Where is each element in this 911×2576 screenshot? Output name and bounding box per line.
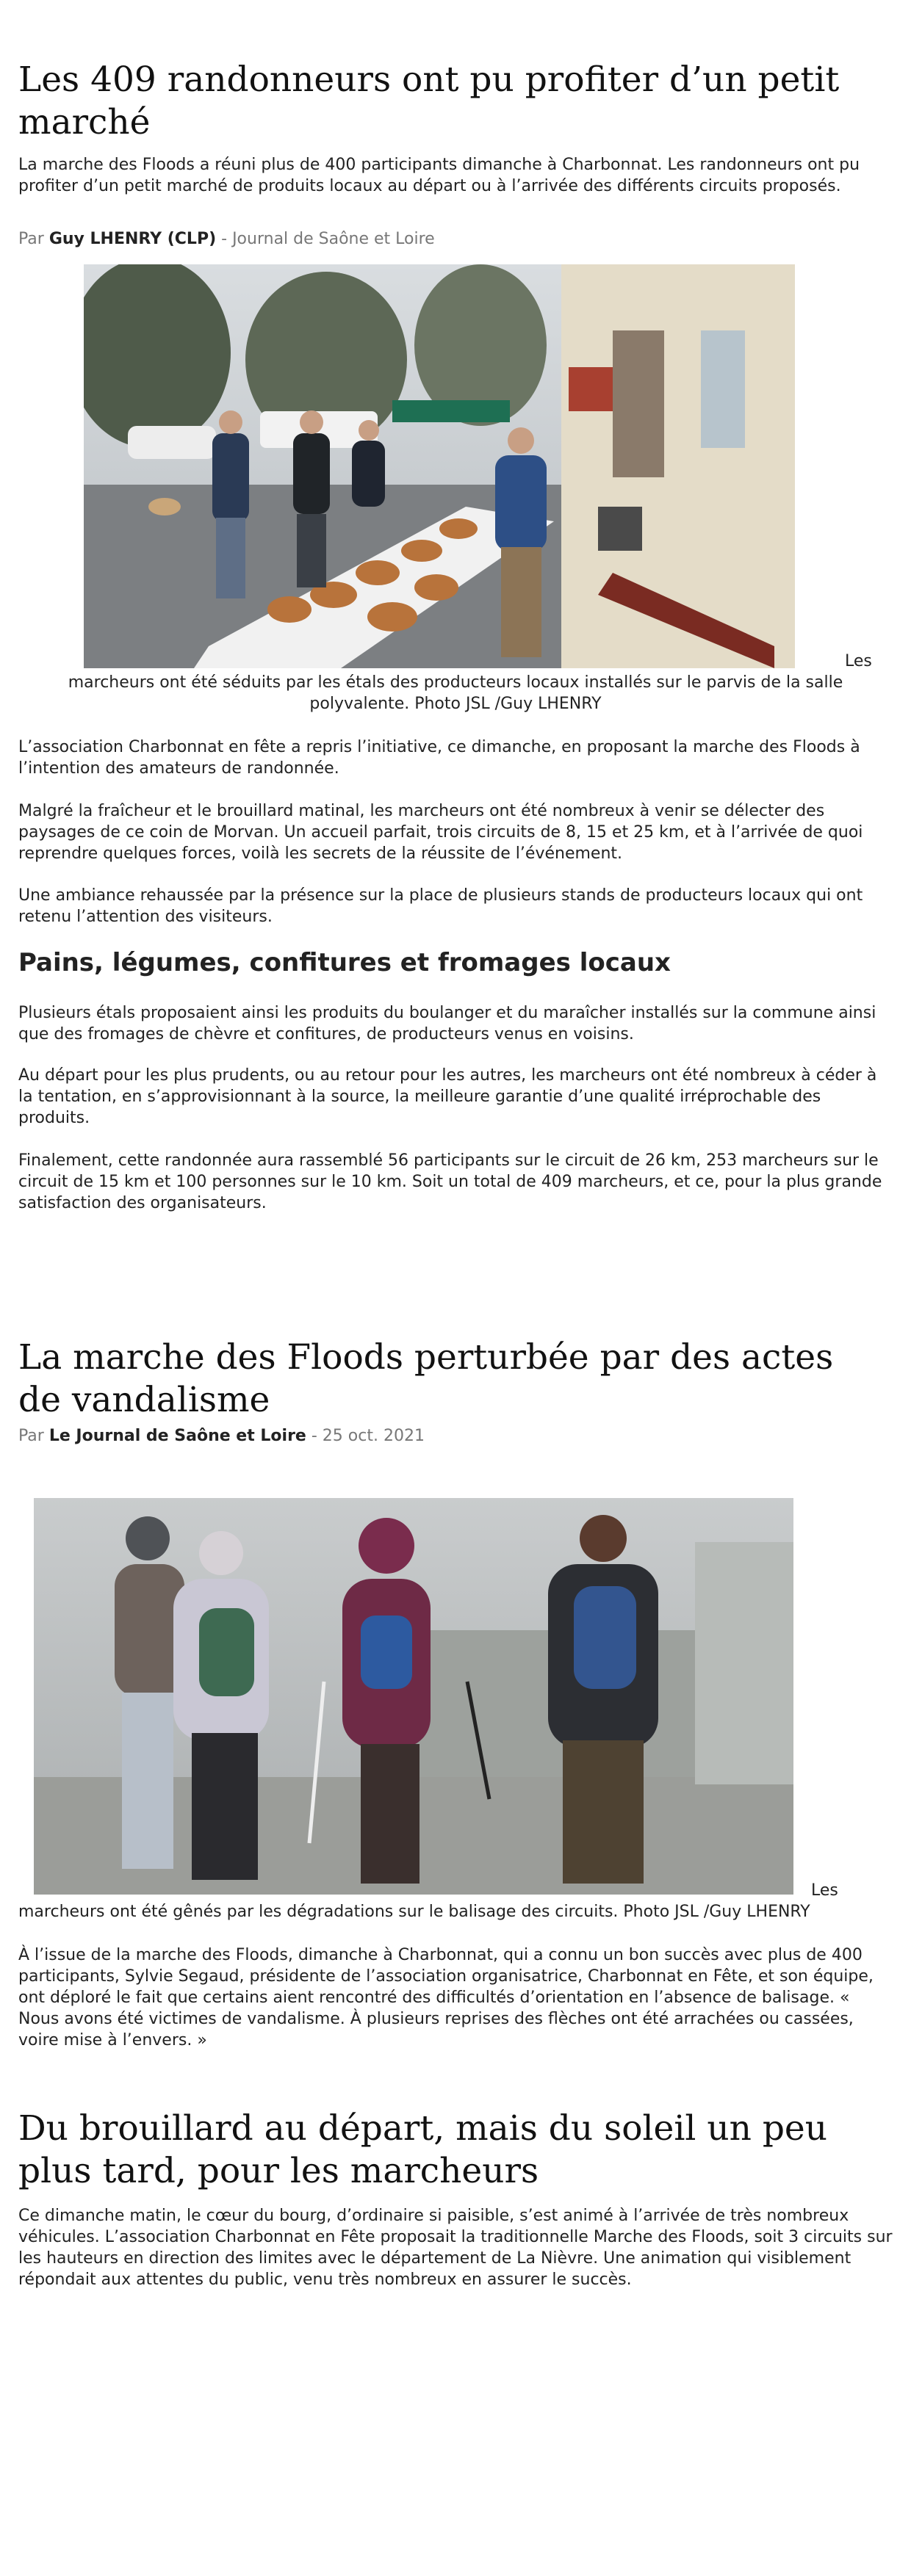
article2-photo-walkers xyxy=(34,1498,793,1895)
article1-caption-line2: marcheurs ont été séduits par les étals des producteurs locaux installés sur le parvis de la salle xyxy=(68,673,843,692)
article1-lede: La marche des Floods a réuni plus de 400 participants dimanche à Charbonnat. Les randonneurs ont pu profiter d’un petit marché de produits locaux au départ ou à l’arrivée des différents circuits proposés. xyxy=(18,156,860,195)
article1-source: - Journal de Saône et Loire xyxy=(221,230,435,248)
article2-title: La marche des Floods perturbée par des actes de vandalisme xyxy=(18,1337,834,1420)
article2-caption-start: Les xyxy=(811,1881,838,1900)
article2-paragraph-1: À l’issue de la marche des Floods, dimanche à Charbonnat, qui a connu un bon succès avec plus de 400 participants, Sylvie Segaud, présidente de l’association organisatrice, Charbonnat en Fête, et son équipe, ont déploré le fait que certains aient rencontré des difficultés d’orientation en l’absence de balisage. « Nous avons été victimes de vandalisme. À plusieurs reprises des flèches ont été arrachées ou cassées, voire mise à l’envers. » xyxy=(18,1946,874,2049)
article1-caption-start: Les xyxy=(845,652,872,670)
article1-subheading: Pains, légumes, confitures et fromages locaux xyxy=(18,948,671,977)
article1-title: Les 409 randonneurs ont pu profiter d’un petit marché xyxy=(18,59,840,142)
article1-paragraph-1: L’association Charbonnat en fête a repris l’initiative, ce dimanche, en proposant la marche des Floods à l’intention des amateurs de randonnée. xyxy=(18,738,860,778)
article2-byline xyxy=(18,1427,425,1445)
byline-prefix: Par xyxy=(18,1427,44,1445)
article3-title: Du brouillard au départ, mais du soleil un peu plus tard, pour les marcheurs xyxy=(18,2108,827,2191)
article1-paragraph-4: Plusieurs étals proposaient ainsi les produits du boulanger et du maraîcher installés sur la commune ainsi que des fromages de chèvre et confitures, de producteurs venus en voisins. xyxy=(18,1004,876,1043)
article1-paragraph-3: Une ambiance rehaussée par la présence sur la place de plusieurs stands de producteurs locaux qui ont retenu l’attention des visiteurs. xyxy=(18,886,863,926)
article1-byline xyxy=(18,230,435,248)
article1-author[interactable]: Guy LHENRY (CLP) xyxy=(48,230,217,248)
article1-paragraph-2: Malgré la fraîcheur et le brouillard matinal, les marcheurs ont été nombreux à venir se délecter des paysages de ce coin de Morvan. Un accueil parfait, trois circuits de 8, 15 et 25 km, et à l’arrivée de quoi reprendre quelques forces, voilà les secrets de la réussite de l’événement. xyxy=(18,802,863,863)
article2-author[interactable]: Le Journal de Saône et Loire xyxy=(48,1427,306,1445)
article1-paragraph-6: Finalement, cette randonnée aura rassemblé 56 participants sur le circuit de 26 km, 253 marcheurs sur le circuit de 15 km et 100 personnes sur le 10 km. Soit un total de 409 marcheurs, et ce, pour la plus grande satisfaction des organisateurs. xyxy=(18,1151,882,1212)
article2-date: - 25 oct. 2021 xyxy=(311,1427,425,1445)
byline-prefix: Par xyxy=(18,230,44,248)
article3-paragraph-1: Ce dimanche matin, le cœur du bourg, d’ordinaire si paisible, s’est animé à l’arrivée de très nombreux véhicules. L’association Charbonnat en Fête proposait la traditionnelle Marche des Floods, soit 3 circuits sur les hauteurs en direction des limites avec le département de La Nièvre. Une animation qui visiblement répondait aux attentes du public, venu très nombreux en assurer le succès. xyxy=(18,2207,893,2289)
article2-caption-line2: marcheurs ont été gênés par les dégradations sur le balisage des circuits. Photo JSL /Guy LHENRY xyxy=(18,1903,810,1921)
article1-caption-line3: polyvalente. Photo JSL /Guy LHENRY xyxy=(309,695,602,713)
article1-paragraph-5: Au départ pour les plus prudents, ou au retour pour les autres, les marcheurs ont été nombreux à céder à la tentation, en s’approvisionnant à la source, la meilleure garantie d’une qualité irréprochable des produits. xyxy=(18,1066,877,1127)
article1-photo-market xyxy=(84,264,795,668)
